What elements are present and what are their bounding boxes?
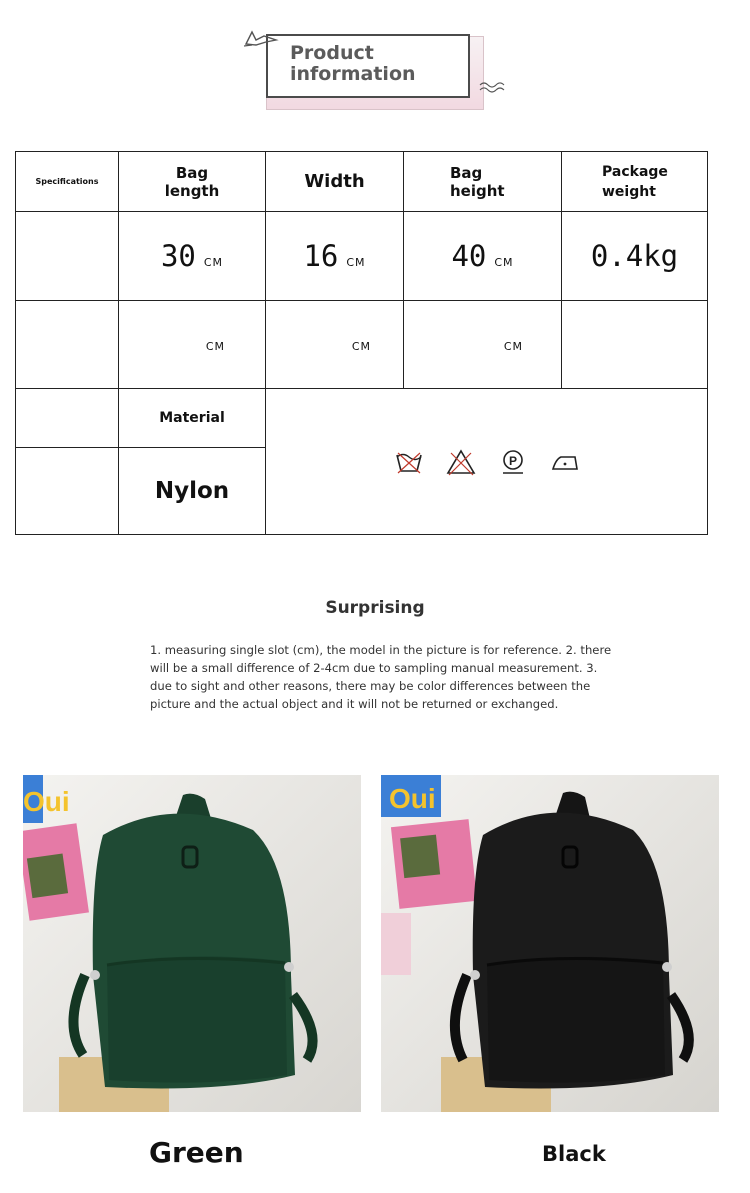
row2-label: [16, 301, 119, 389]
table-header-row: [16, 152, 708, 212]
table-row-blank: [16, 301, 708, 389]
header-title-line1: Product: [290, 42, 374, 64]
row3-label: [16, 389, 119, 448]
dry-clean-p-icon: [498, 447, 528, 477]
specifications-table: [15, 151, 708, 535]
row1-label: [16, 212, 119, 301]
width-unit: CM: [346, 256, 366, 269]
header-weight-l2: weight: [602, 183, 656, 200]
no-wash-icon: [394, 447, 424, 477]
header-width: Width: [266, 152, 404, 212]
right-poster-word: Oui: [389, 783, 436, 814]
table-row-values: [16, 212, 708, 301]
header-package-weight: [562, 152, 708, 212]
material-value: Nylon: [119, 448, 266, 535]
notes-title: Surprising: [325, 598, 425, 618]
no-bleach-icon: [446, 447, 476, 477]
notes-text: 1. measuring single slot (cm), the model in the picture is for reference. 2. there will be a small difference of 2-4cm due to sampling manual measurement. 3. due to sight and other reasons, there may be color differences between the picture and the actual object and it will not be returned or exchanged.: [150, 643, 612, 711]
header-height-l2: height: [450, 181, 505, 200]
care-icons-cell: [266, 389, 708, 535]
product-info-header: [242, 26, 512, 116]
header-title-line2: information: [290, 63, 416, 85]
svg-text:P: P: [508, 453, 517, 468]
width-value: 16: [303, 239, 339, 273]
cell-height: [404, 212, 562, 301]
left-poster-word: Oui: [23, 786, 70, 817]
height-value: 40: [451, 239, 487, 273]
header-length-l1: Bag: [175, 163, 209, 182]
black-backpack-photo: [381, 775, 719, 1112]
length-unit: CM: [203, 256, 224, 269]
cell-length-2: [119, 301, 266, 389]
header-height-l1: Bag: [450, 163, 483, 182]
unit-2a: CM: [205, 340, 225, 353]
bird-icon: [242, 26, 282, 52]
header-weight-l1: Package: [602, 163, 668, 180]
weight-value: 0.4kg: [590, 239, 679, 273]
low-iron-icon: [550, 447, 580, 477]
spec-label: Specifications: [16, 152, 119, 212]
table-row-material: [16, 389, 708, 448]
cell-weight-2: [562, 301, 708, 389]
cell-width: [266, 212, 404, 301]
header-bag-length: [119, 152, 266, 212]
height-unit: CM: [494, 256, 514, 269]
unit-2c: CM: [503, 340, 523, 353]
header-bag-height: [404, 152, 562, 212]
material-label: Material: [119, 389, 266, 448]
cell-width-2: [266, 301, 404, 389]
green-backpack-photo: [23, 775, 361, 1112]
unit-2b: CM: [351, 340, 371, 353]
color-label-green: Green: [149, 1136, 244, 1169]
color-label-black: Black: [542, 1142, 606, 1166]
header-length-l2: length: [164, 181, 220, 200]
row4-label: [16, 448, 119, 535]
wave-icon: [478, 80, 506, 96]
cell-height-2: [404, 301, 562, 389]
care-icons: [266, 447, 707, 477]
header-title: [290, 43, 416, 85]
length-value: 30: [160, 239, 196, 273]
cell-length: [119, 212, 266, 301]
cell-weight: [562, 212, 708, 301]
